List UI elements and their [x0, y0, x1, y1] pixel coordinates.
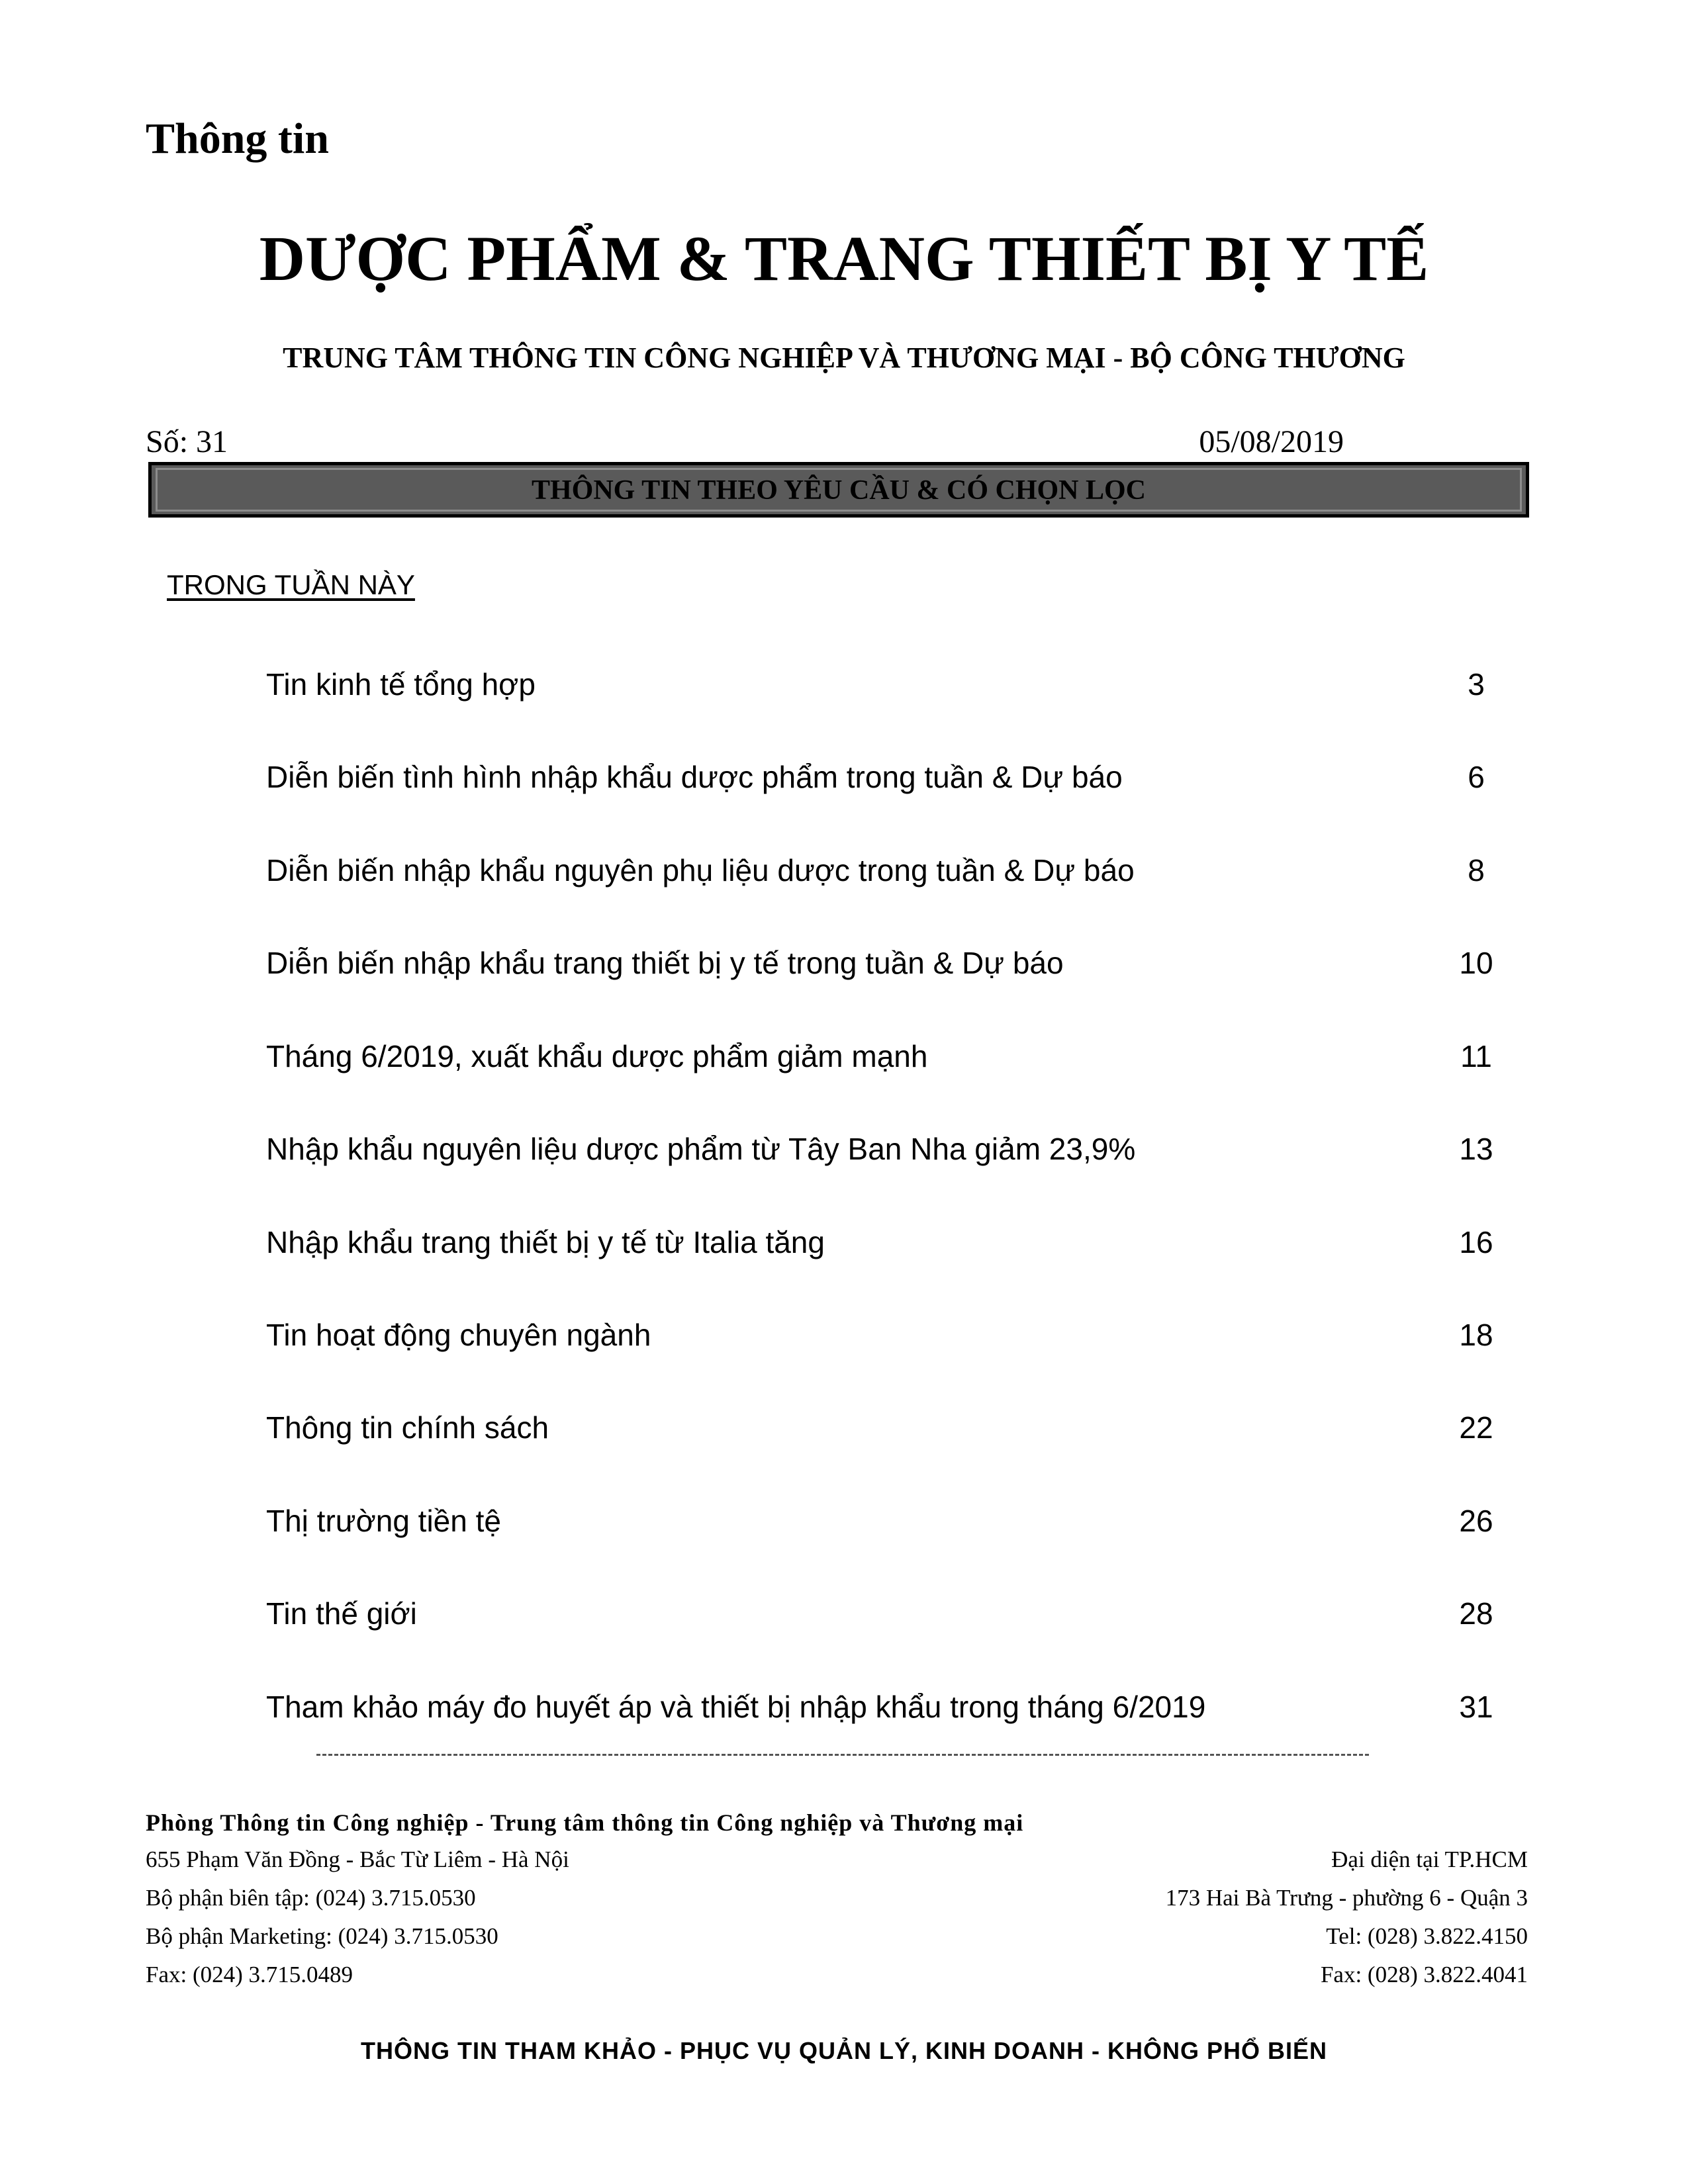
toc-item [266, 1684, 1516, 1730]
issue-date: 05/08/2019 [1199, 424, 1344, 459]
toc-item-page: 3 [1468, 667, 1485, 702]
toc-item-page: 11 [1460, 1039, 1492, 1073]
toc-item-title: Tham khảo máy đo huyết áp và thiết bị nhập khẩu trong tháng 6/2019 [266, 1690, 1206, 1724]
toc-item [266, 1590, 1516, 1637]
publication-title: DƯỢC PHẨM & TRANG THIẾT BỊ Y TẾ [259, 223, 1429, 294]
dashed-divider [316, 1754, 1369, 1756]
kicker-title: Thông tin [146, 114, 329, 163]
toc-item [266, 847, 1516, 893]
banner-text: THÔNG TIN THEO YÊU CẦU & CÓ CHỌN LỌC [532, 475, 1146, 506]
toc-item-title: Nhập khẩu trang thiết bị y tế từ Italia tăng [266, 1225, 825, 1259]
toc-item-title: Diễn biến nhập khẩu nguyên phụ liệu dược trong tuần & Dự báo [266, 853, 1135, 887]
toc-item-page: 22 [1459, 1410, 1493, 1445]
toc-item [266, 661, 1516, 707]
section-banner [148, 462, 1529, 518]
toc-item-title: Nhập khẩu nguyên liệu dược phẩm từ Tây Ban Nha giảm 23,9% [266, 1132, 1136, 1166]
toc-heading: TRONG TUẦN NÀY [167, 569, 415, 600]
footer-address-hanoi: 655 Phạm Văn Đồng - Bắc Từ Liêm - Hà Nội [146, 1846, 569, 1872]
toc-item-page: 18 [1459, 1318, 1493, 1352]
toc-item-title: Thị trường tiền tệ [266, 1504, 501, 1538]
footer-disclaimer: THÔNG TIN THAM KHẢO - PHỤC VỤ QUẢN LÝ, KINH DOANH - KHÔNG PHỔ BIẾN [361, 2037, 1327, 2064]
toc-item-page: 28 [1459, 1596, 1493, 1631]
footer-marketing-phone: Bộ phận Marketing: (024) 3.715.0530 [146, 1923, 498, 1949]
toc-item-title: Diễn biến tình hình nhập khẩu dược phẩm trong tuần & Dự báo [266, 760, 1123, 794]
toc-item-title: Tin kinh tế tổng hợp [266, 667, 536, 702]
toc-item-page: 31 [1459, 1690, 1493, 1724]
footer-address-hcm: 173 Hai Bà Trưng - phường 6 - Quận 3 [1165, 1885, 1528, 1911]
toc-item-page: 26 [1459, 1504, 1493, 1538]
toc-item-title: Diễn biến nhập khẩu trang thiết bị y tế trong tuần & Dự báo [266, 946, 1064, 980]
footer-hcm-office-label: Đại diện tại TP.HCM [1331, 1846, 1528, 1872]
toc-item-page: 13 [1459, 1132, 1493, 1166]
toc-item-title: Tháng 6/2019, xuất khẩu dược phẩm giảm mạnh [266, 1039, 928, 1073]
toc-item-page: 8 [1468, 853, 1485, 887]
toc-item [266, 1033, 1516, 1079]
toc-item-title: Tin hoạt động chuyên ngành [266, 1318, 651, 1352]
toc-item-page: 10 [1459, 946, 1493, 980]
toc-item-title: Thông tin chính sách [266, 1410, 549, 1445]
toc-item-title: Tin thế giới [266, 1596, 417, 1631]
toc-item [266, 940, 1516, 986]
toc-item [266, 1219, 1516, 1265]
footer-fax-hanoi: Fax: (024) 3.715.0489 [146, 1962, 353, 1987]
toc-item [266, 1312, 1516, 1358]
toc-item-page: 6 [1468, 760, 1485, 794]
toc-item [266, 1126, 1516, 1172]
footer-org-name: Phòng Thông tin Công nghiệp - Trung tâm thông tin Công nghiệp và Thương mại [146, 1809, 1024, 1836]
issue-line [146, 424, 1344, 460]
toc-item [266, 754, 1516, 800]
publisher-line: TRUNG TÂM THÔNG TIN CÔNG NGHIỆP VÀ THƯƠNG MẠI - BỘ CÔNG THƯƠNG [283, 341, 1405, 374]
footer-tel-hcm: Tel: (028) 3.822.4150 [1326, 1923, 1528, 1949]
toc-item [266, 1498, 1516, 1544]
footer-fax-hcm: Fax: (028) 3.822.4041 [1320, 1962, 1528, 1987]
footer-editorial-phone: Bộ phận biên tập: (024) 3.715.0530 [146, 1885, 476, 1911]
toc-item [266, 1404, 1516, 1451]
toc-item-page: 16 [1459, 1225, 1493, 1259]
issue-number: Số: 31 [146, 424, 228, 459]
